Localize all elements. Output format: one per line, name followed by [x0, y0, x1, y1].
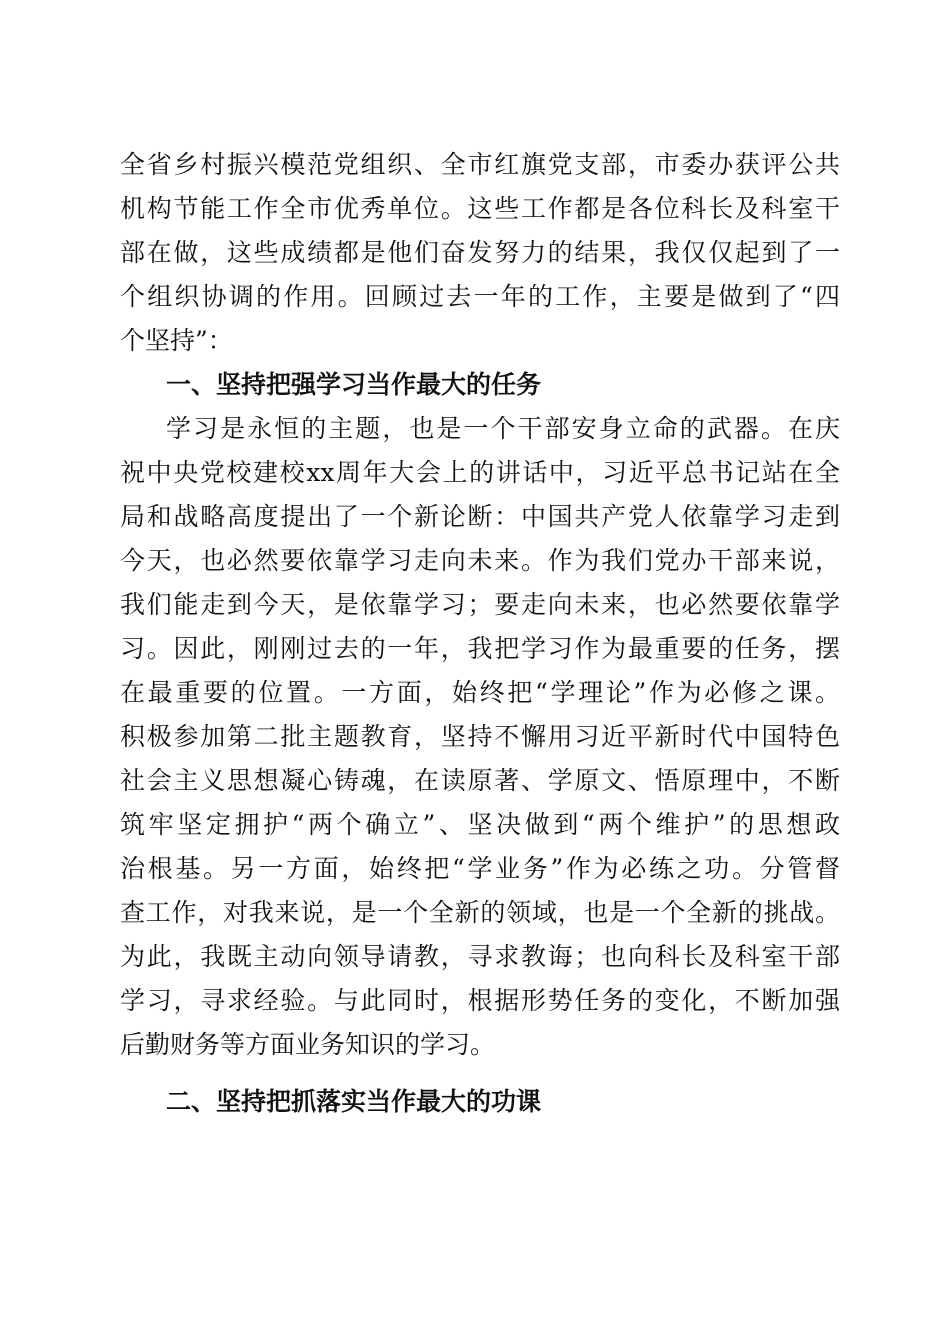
paragraph-2-line-10: 筑牢坚定拥护“两个确立”、坚决做到“两个维护”的思想政 — [120, 810, 840, 839]
paragraph-1-line-1: 全省乡村振兴模范党组织、全市红旗党支部，市委办获评公共 — [120, 150, 840, 179]
paragraph-2-line-7: 在最重要的位置。一方面，始终把“学理论”作为必修之课。 — [120, 678, 840, 707]
paragraph-2-line-12: 查工作，对我来说，是一个全新的领域，也是一个全新的挑战。 — [120, 898, 840, 927]
paragraph-2-line-3: 局和战略高度提出了一个新论断：中国共产党人依靠学习走到 — [120, 502, 840, 531]
paragraph-2-line-6: 习。因此，刚刚过去的一年，我把学习作为最重要的任务，摆 — [120, 634, 840, 663]
paragraph-2-line-14: 学习，寻求经验。与此同时，根据形势任务的变化，不断加强 — [120, 986, 840, 1015]
paragraph-2-line-2: 祝中央党校建校xx周年大会上的讲话中，习近平总书记站在全 — [120, 458, 840, 487]
paragraph-2-line-11: 治根基。另一方面，始终把“学业务”作为必练之功。分管督 — [120, 854, 840, 883]
paragraph-1-line-3: 部在做，这些成绩都是他们奋发努力的结果，我仅仅起到了一 — [120, 238, 840, 267]
paragraph-2-line-15: 后勤财务等方面业务知识的学习。 — [120, 1030, 496, 1059]
section-heading-1: 一、坚持把强学习当作最大的任务 — [166, 370, 542, 399]
paragraph-2-line-13: 为此，我既主动向领导请教，寻求教诲；也向科长及科室干部 — [120, 942, 840, 971]
paragraph-2-line-9: 社会主义思想凝心铸魂，在读原著、学原文、悟原理中，不断 — [120, 766, 840, 795]
paragraph-1-line-5: 个坚持”： — [120, 326, 233, 355]
paragraph-2-line-5: 我们能走到今天，是依靠学习；要走向未来，也必然要依靠学 — [120, 590, 840, 619]
paragraph-1-line-2: 机构节能工作全市优秀单位。这些工作都是各位科长及科室干 — [120, 194, 840, 223]
section-heading-2: 二、坚持把抓落实当作最大的功课 — [166, 1087, 542, 1116]
paragraph-1-line-4: 个组织协调的作用。回顾过去一年的工作，主要是做到了“四 — [120, 282, 840, 311]
paragraph-2-line-8: 积极参加第二批主题教育，坚持不懈用习近平新时代中国特色 — [120, 722, 840, 751]
paragraph-2-line-1: 学习是永恒的主题，也是一个干部安身立命的武器。在庆 — [166, 414, 840, 443]
paragraph-2-line-4: 今天，也必然要依靠学习走向未来。作为我们党办干部来说， — [120, 546, 840, 575]
